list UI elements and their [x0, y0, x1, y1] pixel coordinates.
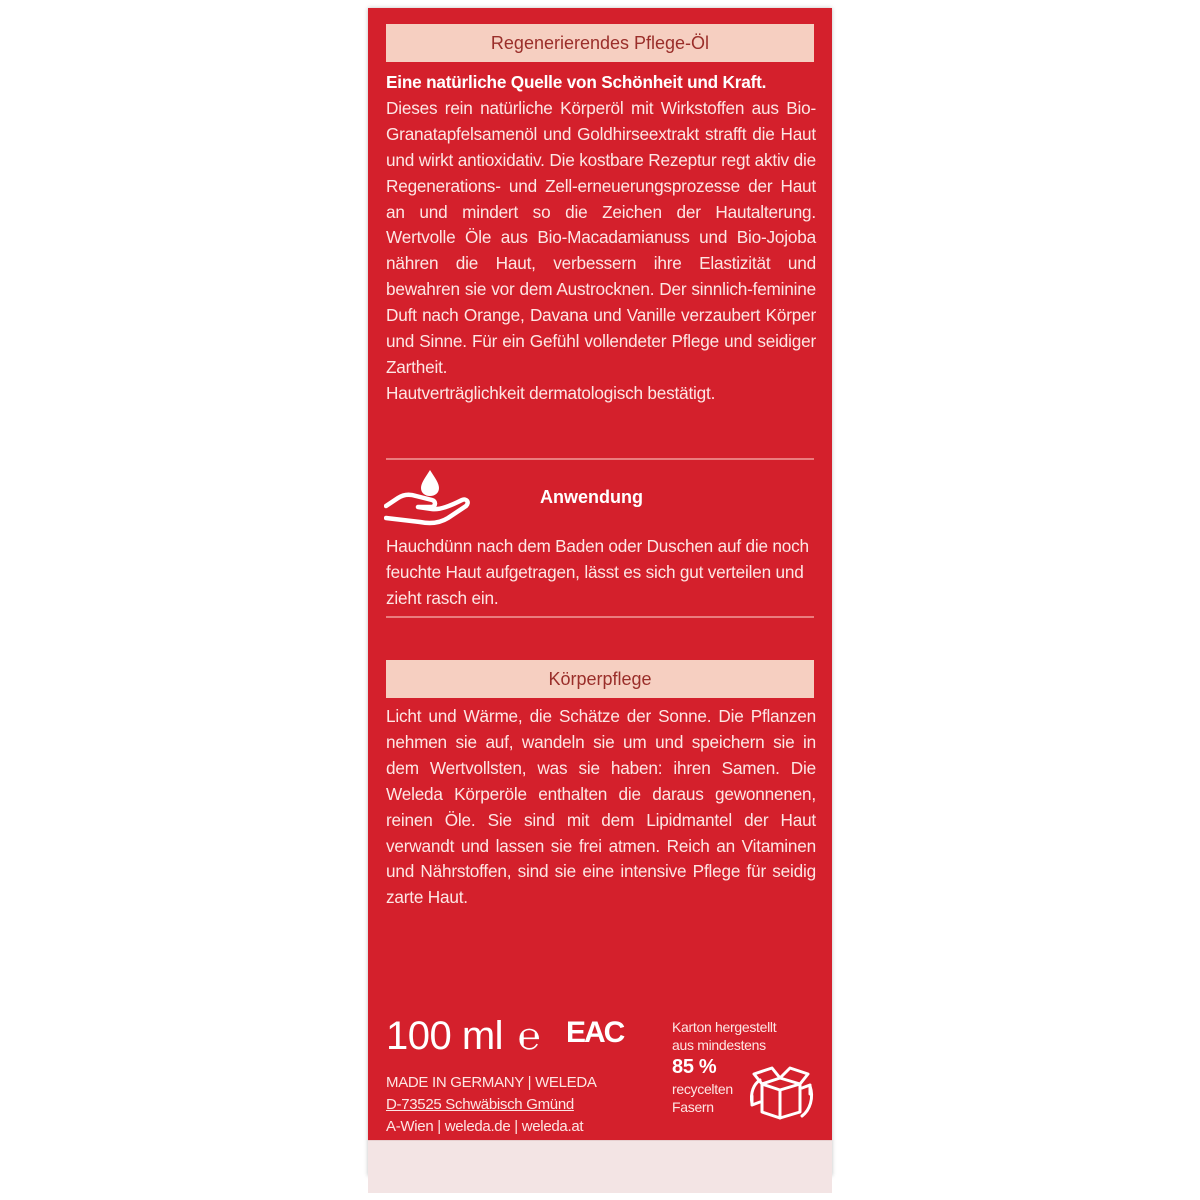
application-title: Anwendung [540, 487, 643, 507]
application-text: Hauchdünn nach dem Baden oder Duschen auf die noch feuchte Haut aufgetragen, lässt es sich gut verteilen und zieht rasch ein. [386, 536, 809, 608]
recycle-line: recycelten [672, 1081, 733, 1097]
manufacturer-info [386, 1072, 626, 1138]
volume-label: 100 ml [386, 1014, 504, 1058]
bodycare-header [386, 660, 814, 698]
maker-line: A-Wien | weleda.de | weleda.at [386, 1118, 584, 1135]
bodycare-header-label: Körperpflege [548, 668, 652, 689]
product-description-text: Dieses rein natürliche Körperöl mit Wirkstoffen aus Bio-Granatapfelsamenöl und Goldhirseextrakt strafft die Haut und wirkt antioxidativ. Die kostbare Rezeptur regt aktiv die Regenerations- und Zell-erneuerungsprozesse der Haut an und mindert so die Zeichen der Hautalterung. Wertvolle Öle aus Bio-Macadamianuss und Bio-Jojoba nähren die Haut, verbessern ihre Elastizität und bewahren sie vor dem Austrocknen. Der sinnlich-feminine Duft nach Orange, Davana und Vanille verzaubert Körper und Sinne. Für ein Gefühl vollendeter Pflege und seidiger Zartheit. [386, 97, 816, 377]
recycle-line: Karton hergestellt [672, 1019, 777, 1035]
hand-drop-icon [384, 466, 476, 530]
maker-line: MADE IN GERMANY | WELEDA [386, 1074, 597, 1091]
product-lead: Eine natürliche Quelle von Schönheit und Kraft. [386, 72, 767, 92]
recycled-box-icon [744, 1056, 818, 1126]
volume [386, 1014, 540, 1059]
divider [386, 458, 814, 460]
recycle-line: aus mindestens [672, 1037, 766, 1053]
product-description [386, 70, 816, 407]
recycle-line: Fasern [672, 1099, 714, 1115]
recycle-percentage: 85 % [672, 1056, 717, 1078]
eac-mark: EAC [566, 1016, 624, 1049]
product-header [386, 24, 814, 62]
divider [386, 616, 814, 618]
bottom-flap [368, 1140, 832, 1193]
product-header-label: Regenerierendes Pflege-Öl [490, 32, 710, 53]
tolerance-note: Hautverträglichkeit dermatologisch bestätigt. [386, 382, 716, 403]
bodycare-text: Licht und Wärme, die Schätze der Sonne. Die Pflanzen nehmen sie auf, wandeln sie um und speichern sie in dem Wertvollsten, was sie haben: ihren Samen. Die Weleda Körperöle enthalten die daraus gewonnenen, reinen Öle. Sie sind mit dem Lipidmantel der Haut verwandt und lassen sie frei atmen. Reich an Vitaminen und Nährstoffen, sind sie eine intensive Pflege für seidig zarte Haut. [386, 706, 816, 908]
maker-line: D-73525 Schwäbisch Gmünd [386, 1096, 574, 1113]
estimated-sign: ℮ [517, 1016, 540, 1058]
